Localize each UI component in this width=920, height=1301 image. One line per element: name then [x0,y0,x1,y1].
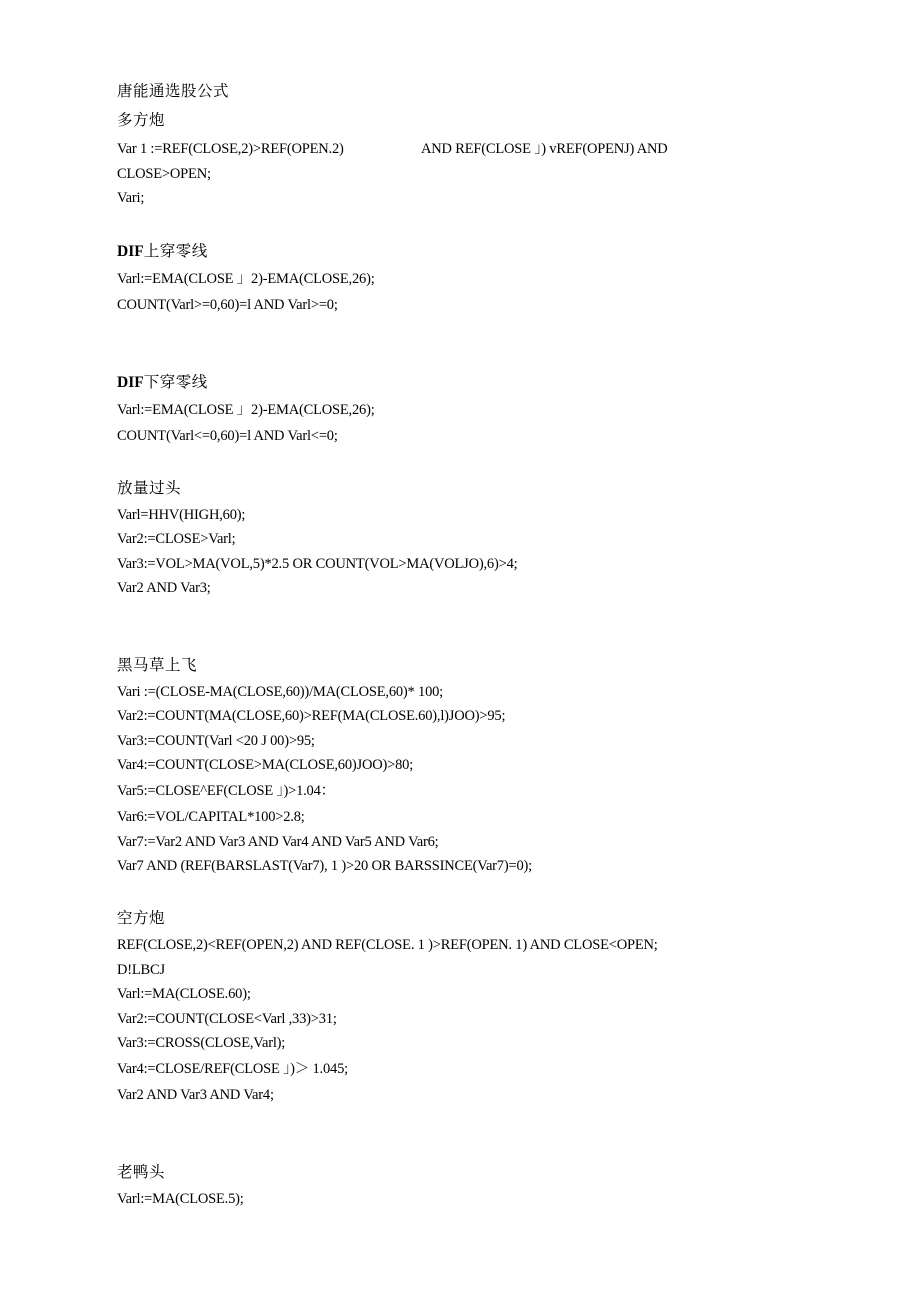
section-heading [117,373,208,392]
formula-line: Varl:=MA(CLOSE.60); [117,986,251,1002]
formula-line: Var3:=VOL>MA(VOL,5)*2.5 OR COUNT(VOL>MA(VOLJO),6)>4; [117,556,518,572]
section-heading: D!LBCJ [117,962,165,978]
section-heading [117,242,208,261]
formula-line: Var2:=CLOSE>Varl; [117,531,236,547]
section-heading: 多方炮 [117,111,166,129]
formula-line: Var2 AND Var3; [117,580,211,596]
formula-line: Var3:=COUNT(Varl <20 J 00)>95; [117,733,315,749]
formula-line: Var2 AND Var3 AND Var4; [117,1087,274,1103]
formula-line: CLOSE>OPEN; [117,166,211,182]
section-heading: 黑马草上飞 [117,656,198,674]
formula-line: Var4:=CLOSE/REF(CLOSE 」)＞ 1.045; [117,1061,348,1077]
formula-line: Var5:=CLOSE^EF(CLOSE 」)>1.04： [117,783,335,799]
formula-line: Var4:=COUNT(CLOSE>MA(CLOSE,60)JOO)>80; [117,757,414,773]
section-heading-text: 上穿零线 [143,242,208,260]
section-heading: 空方炮 [117,909,166,927]
formula-line: Varl:=EMA(CLOSE 」2)-EMA(CLOSE,26); [117,402,375,418]
formula-line: Vari :=(CLOSE-MA(CLOSE,60))/MA(CLOSE,60)* 100; [117,684,444,700]
formula-line-tail: AND REF(CLOSE 」) vREF(OPENJ) AND [421,141,668,157]
formula-line: Var7 AND (REF(BARSLAST(Var7), 1 )>20 OR BARSSINCE(Var7)=0); [117,858,532,874]
formula-line: COUNT(Varl<=0,60)=l AND Varl<=0; [117,428,338,444]
formula-line: Vari; [117,190,145,206]
section-heading: 放量过头 [117,479,182,497]
formula-line: COUNT(Varl>=0,60)=l AND Varl>=0; [117,297,338,313]
formula-line: Var7:=Var2 AND Var3 AND Var4 AND Var5 AND Var6; [117,834,439,850]
section-heading-text: 下穿零线 [143,373,208,391]
formula-line: Varl:=EMA(CLOSE 」2)-EMA(CLOSE,26); [117,271,375,287]
formula-line: Var2:=COUNT(MA(CLOSE,60)>REF(MA(CLOSE.60),l)JOO)>95; [117,708,506,724]
formula-line: REF(CLOSE,2)<REF(OPEN,2) AND REF(CLOSE. 1 )>REF(OPEN. 1) AND CLOSE<OPEN; [117,937,658,953]
formula-line: Var2:=COUNT(CLOSE<Varl ,33)>31; [117,1011,337,1027]
formula-line: Varl:=MA(CLOSE.5); [117,1191,244,1207]
document-title: 唐能通选股公式 [117,82,230,100]
section-heading-bold: DIF [117,374,144,391]
section-heading-bold: DIF [117,243,144,260]
formula-line: Var6:=VOL/CAPITAL*100>2.8; [117,809,305,825]
formula-line: Varl=HHV(HIGH,60); [117,507,246,523]
formula-line: Var3:=CROSS(CLOSE,Varl); [117,1035,286,1051]
section-heading: 老鸭头 [117,1163,166,1181]
formula-line: Var 1 :=REF(CLOSE,2)>REF(OPEN.2) [117,141,344,157]
